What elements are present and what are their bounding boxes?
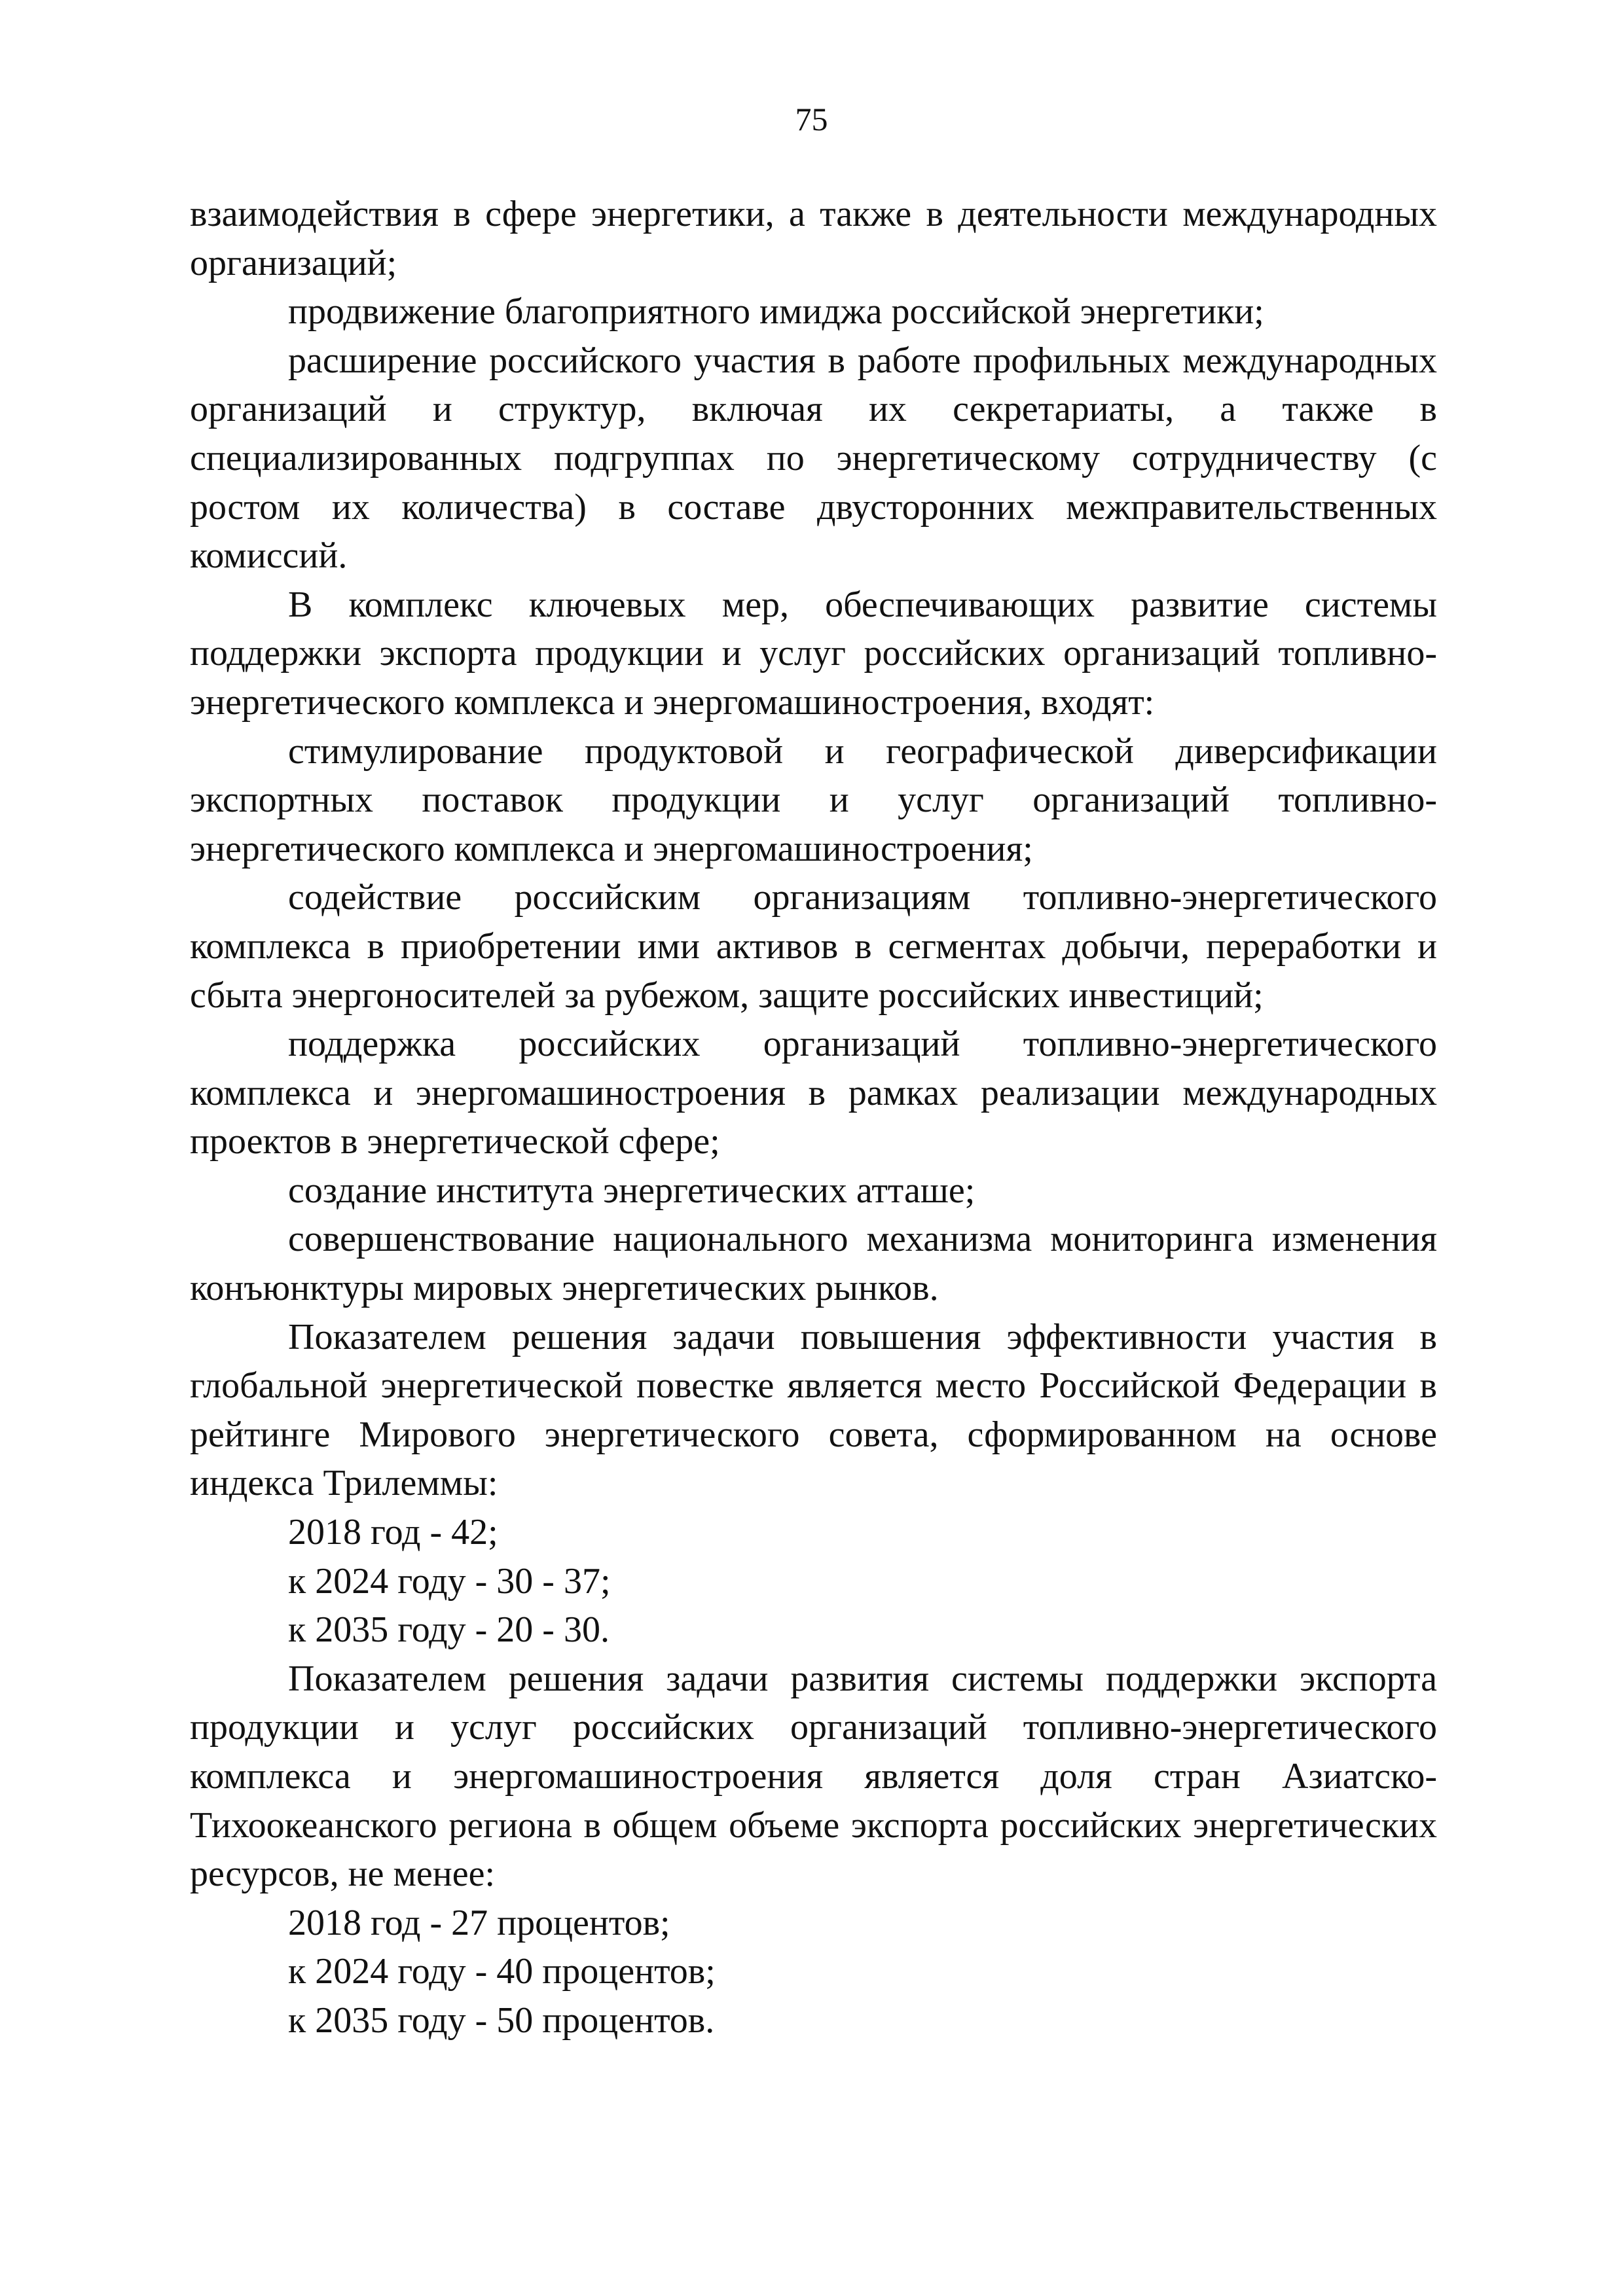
indicator-value: к 2035 году - 20 - 30. bbox=[288, 1609, 610, 1651]
page-number: 75 bbox=[795, 101, 828, 137]
paragraph: расширение российского участия в работе профильных международных организаций и структур, включая их секретариаты, а также в специализированных подгруппах по энергетическому сотрудничеству (с ростом их количества) в составе двусторонних межправительственных комиссий. bbox=[190, 340, 1437, 577]
paragraph: создание института энергетических атташе; bbox=[288, 1170, 976, 1211]
indicator-value: к 2024 году - 30 - 37; bbox=[288, 1560, 611, 1602]
paragraph: Показателем решения задачи повышения эффективности участия в глобальной энергетической повестке является место Российской Федерации в рейтинге Мирового энергетического совета, сформированном на основе индекса Трилеммы: bbox=[190, 1316, 1437, 1504]
indicator-value: 2018 год - 42; bbox=[288, 1512, 498, 1553]
indicator-value: к 2035 году - 50 процентов. bbox=[288, 2000, 715, 2041]
document-body bbox=[190, 190, 1437, 2045]
paragraph: В комплекс ключевых мер, обеспечивающих развитие системы поддержки экспорта продукции и услуг российских организаций топливно-энергетического комплекса и энергомашиностроения, входят: bbox=[190, 584, 1437, 723]
paragraph: продвижение благоприятного имиджа российской энергетики; bbox=[288, 291, 1264, 332]
paragraph: совершенствование национального механизма мониторинга изменения конъюнктуры мировых энергетических рынков. bbox=[190, 1219, 1437, 1309]
indicator-value: к 2024 году - 40 процентов; bbox=[288, 1951, 716, 1992]
paragraph: содействие российским организациям топливно-энергетического комплекса в приобретении ими активов в сегментах добычи, переработки и сбыта энергоносителей за рубежом, защите российских инвестиций; bbox=[190, 877, 1437, 1016]
paragraph: стимулирование продуктовой и географической диверсификации экспортных поставок продукции и услуг организаций топливно-энергетического комплекса и энергомашиностроения; bbox=[190, 730, 1437, 869]
indicator-value: 2018 год - 27 процентов; bbox=[288, 1902, 670, 1943]
paragraph: Показателем решения задачи развития системы поддержки экспорта продукции и услуг российских организаций топливно-энергетического комплекса и энергомашиностроения является доля стран Азиатско-Тихоокеанского региона в общем объеме экспорта российских энергетических ресурсов, не менее: bbox=[190, 1658, 1437, 1895]
paragraph-continuation: взаимодействия в сфере энергетики, а также в деятельности международных организаций; bbox=[190, 194, 1437, 283]
paragraph: поддержка российских организаций топливно-энергетического комплекса и энергомашиностроения в рамках реализации международных проектов в энергетической сфере; bbox=[190, 1024, 1437, 1162]
